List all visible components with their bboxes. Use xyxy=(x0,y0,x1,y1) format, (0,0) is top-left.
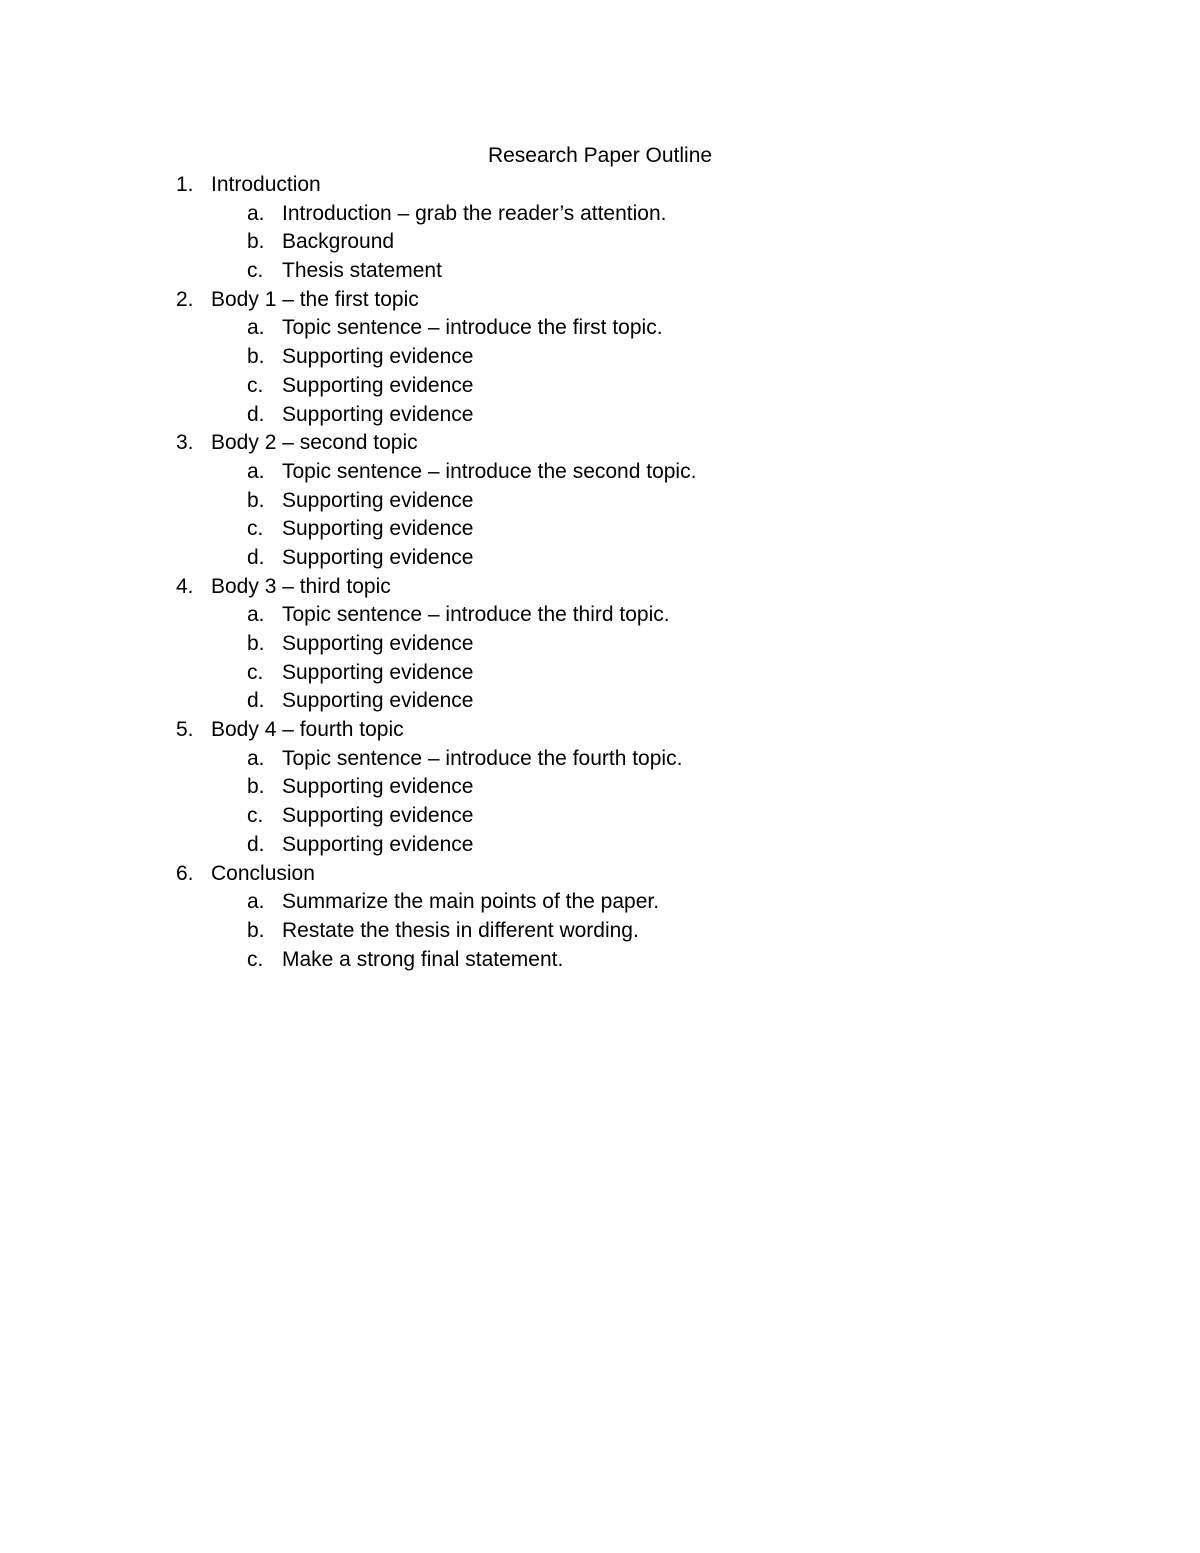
item-text: Background xyxy=(282,230,395,254)
section-number: 4. xyxy=(176,574,194,598)
item-letter: c. xyxy=(247,517,264,541)
item-text: Summarize the main points of the paper. xyxy=(282,890,660,914)
section-heading: Body 2 – second topic xyxy=(211,431,418,455)
item-text: Supporting evidence xyxy=(282,632,474,655)
outline-item xyxy=(0,200,1200,229)
outline-item xyxy=(0,515,1200,544)
item-letter: b. xyxy=(247,775,265,799)
outline-item xyxy=(0,401,1200,430)
item-letter: b. xyxy=(247,488,265,512)
outline-section xyxy=(0,429,1200,458)
item-text: Topic sentence – introduce the first topic. xyxy=(282,316,663,340)
section-number: 6. xyxy=(176,861,194,885)
item-text: Supporting evidence xyxy=(282,775,474,799)
item-letter: d. xyxy=(247,689,265,713)
section-number: 3. xyxy=(176,431,194,455)
outline-section xyxy=(0,573,1200,602)
item-letter: a. xyxy=(247,316,265,340)
outline-item xyxy=(0,745,1200,774)
outline-item xyxy=(0,802,1200,831)
item-letter: b. xyxy=(247,345,265,369)
outline-item xyxy=(0,917,1200,946)
outline-section xyxy=(0,171,1200,200)
item-letter: b. xyxy=(247,632,265,655)
item-text: Restate the thesis in different wording. xyxy=(282,918,639,942)
page-title: Research Paper Outline xyxy=(487,144,713,167)
item-text: Topic sentence – introduce the fourth topic. xyxy=(282,746,683,770)
item-text: Topic sentence – introduce the third topic. xyxy=(282,603,670,627)
item-letter: a. xyxy=(247,890,265,914)
item-text: Supporting evidence xyxy=(282,660,474,684)
item-text: Supporting evidence xyxy=(282,488,474,512)
outline-item xyxy=(0,228,1200,257)
item-text: Supporting evidence xyxy=(282,402,474,426)
outline-item xyxy=(0,888,1200,917)
section-heading: Body 1 – the first topic xyxy=(211,287,419,311)
section-heading: Introduction xyxy=(211,173,321,196)
item-text: Supporting evidence xyxy=(282,832,474,856)
item-letter: c. xyxy=(247,947,264,971)
item-letter: c. xyxy=(247,804,264,828)
outline-section xyxy=(0,860,1200,889)
outline-item xyxy=(0,314,1200,343)
item-letter: d. xyxy=(247,402,265,426)
item-letter: a. xyxy=(247,746,265,770)
section-number: 2. xyxy=(176,287,194,311)
outline-item xyxy=(0,601,1200,630)
outline-item xyxy=(0,544,1200,573)
outline-item xyxy=(0,946,1200,975)
outline-item xyxy=(0,343,1200,372)
outline-section xyxy=(0,716,1200,745)
outline-item xyxy=(0,630,1200,659)
item-text: Supporting evidence xyxy=(282,517,474,541)
outline-list xyxy=(0,171,1200,974)
outline-item xyxy=(0,831,1200,860)
item-text: Supporting evidence xyxy=(282,689,474,713)
outline-item xyxy=(0,487,1200,516)
outline-item xyxy=(0,458,1200,487)
item-text: Thesis statement xyxy=(282,259,442,283)
item-letter: b. xyxy=(247,918,265,942)
section-heading: Body 3 – third topic xyxy=(211,574,391,598)
outline-item xyxy=(0,773,1200,802)
item-text: Introduction – grab the reader’s attention. xyxy=(282,201,667,225)
item-letter: d. xyxy=(247,832,265,856)
item-text: Topic sentence – introduce the second topic. xyxy=(282,459,697,483)
outline-item xyxy=(0,372,1200,401)
item-letter: b. xyxy=(247,230,265,254)
item-text: Supporting evidence xyxy=(282,804,474,828)
section-number: 1. xyxy=(176,173,194,196)
outline-item xyxy=(0,257,1200,286)
outline-item xyxy=(0,659,1200,688)
item-letter: c. xyxy=(247,660,264,684)
item-letter: c. xyxy=(247,259,264,283)
item-letter: a. xyxy=(247,459,265,483)
item-letter: c. xyxy=(247,373,264,397)
item-text: Supporting evidence xyxy=(282,373,474,397)
item-letter: d. xyxy=(247,545,265,569)
outline-item xyxy=(0,687,1200,716)
outline-section xyxy=(0,286,1200,315)
item-letter: a. xyxy=(247,201,265,225)
section-number: 5. xyxy=(176,718,194,742)
section-heading: Body 4 – fourth topic xyxy=(211,718,404,742)
section-heading: Conclusion xyxy=(211,861,315,885)
item-text: Supporting evidence xyxy=(282,545,474,569)
item-letter: a. xyxy=(247,603,265,627)
item-text: Make a strong final statement. xyxy=(282,947,564,971)
item-text: Supporting evidence xyxy=(282,345,474,369)
